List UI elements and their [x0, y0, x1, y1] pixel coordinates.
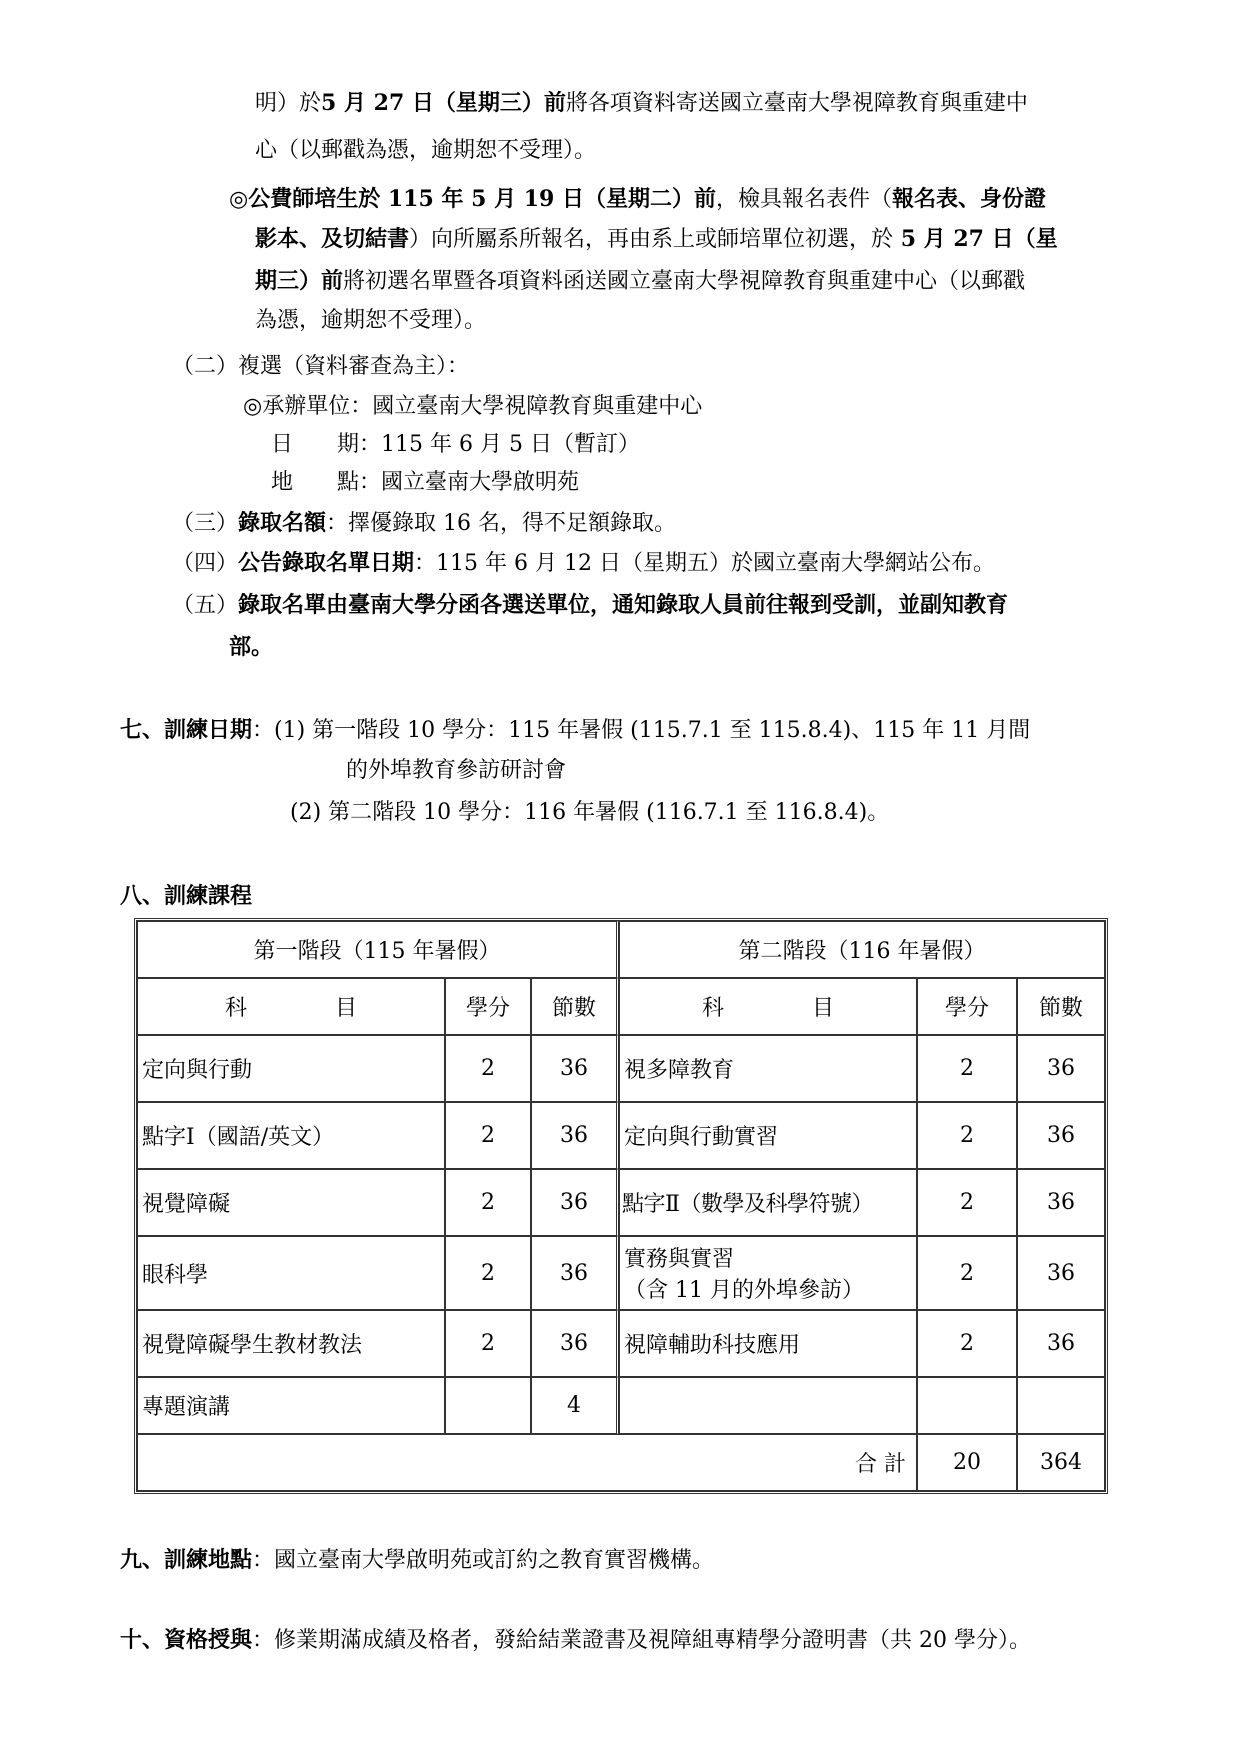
text: （四）	[172, 551, 239, 576]
text: ）向所屬系所報名，再由系上或師培單位初選，於	[409, 227, 894, 252]
emphasis-text: 報名表、身份證	[892, 186, 1047, 212]
credits-cell: 2	[445, 1310, 531, 1377]
text-line	[255, 266, 1025, 297]
text-line: 為憑，逾期恕不受理）。	[255, 308, 487, 333]
hours-cell: 36	[1017, 1102, 1105, 1169]
subject-cell	[619, 1236, 917, 1310]
hours-cell	[1017, 1377, 1105, 1434]
subject-cell: 眼科學	[137, 1236, 445, 1310]
stage-1-header: 第一階段（115 年暑假）	[137, 921, 619, 978]
text: （五）	[172, 593, 239, 618]
total-hours: 364	[1017, 1434, 1105, 1491]
text-line	[229, 184, 1046, 215]
text-line: ◎承辦單位：國立臺南大學視障教育與重建中心	[243, 394, 703, 419]
table-row	[137, 1169, 1105, 1236]
bullet-mark: ◎	[229, 187, 249, 212]
credits-cell: 2	[445, 1236, 531, 1310]
subject-header: 科 目	[619, 978, 917, 1035]
hours-cell: 36	[531, 1236, 619, 1310]
credits-cell: 2	[445, 1102, 531, 1169]
table-total-row	[137, 1434, 1105, 1491]
subject-cell: 視覺障礙學生教材教法	[137, 1310, 445, 1377]
hours-cell: 36	[531, 1169, 619, 1236]
table-row	[137, 1102, 1105, 1169]
hours-cell: 36	[531, 1102, 619, 1169]
text: ：擇優錄取 16 名，得不足額錄取。	[326, 511, 677, 536]
subject-cell: 視多障教育	[619, 1035, 917, 1102]
subject-cell: 定向與行動	[137, 1035, 445, 1102]
table-row	[137, 1310, 1105, 1377]
text-line: 日 期：115 年 6 月 5 日（暫訂）	[271, 432, 640, 457]
text-line: （二）複選（資料審查為主）：	[172, 354, 470, 379]
subject-cell: 點字Ⅱ（數學及科學符號）	[619, 1169, 917, 1236]
text: 將各項資料寄送國立臺南大學視障教育與重建中	[565, 91, 1028, 116]
hours-header: 節數	[1017, 978, 1105, 1035]
emphasis-text: 公費師培生於	[248, 186, 381, 212]
subject-cell: 專題演講	[137, 1377, 445, 1434]
text-line: 地 點：國立臺南大學啟明苑	[271, 470, 580, 495]
total-credits: 20	[917, 1434, 1017, 1491]
section-training-dates	[120, 716, 1030, 746]
text-line	[172, 548, 995, 579]
credits-cell: 2	[917, 1035, 1017, 1102]
text-line	[172, 590, 1008, 621]
section-qualification	[120, 1626, 1031, 1656]
stage-2-header: 第二階段（116 年暑假）	[619, 921, 1105, 978]
emphasis-text: 影本、及切結書	[255, 226, 410, 252]
section-training-location	[120, 1546, 714, 1576]
text: ：115 年 6 月 12 日（星期五）於國立臺南大學網站公布。	[414, 551, 995, 576]
emphasis-text: 115 年 5 月 19 日（星期二）前	[380, 186, 717, 212]
hours-cell: 4	[531, 1377, 619, 1434]
hours-header: 節數	[531, 978, 619, 1035]
text-line	[255, 88, 1028, 119]
text-line: 心（以郵戳為憑，逾期恕不受理）。	[255, 138, 597, 163]
text-line	[229, 632, 273, 663]
emphasis-text: 錄取名額	[238, 510, 327, 536]
text: 明）於	[255, 91, 322, 116]
section-title: 十、資格授與	[120, 1628, 253, 1653]
subject-cell: 視障輔助科技應用	[619, 1310, 917, 1377]
text: ：國立臺南大學啟明苑或訂約之教育實習機構。	[252, 1548, 715, 1573]
course-table	[134, 918, 1108, 1494]
total-label: 合 計	[137, 1434, 917, 1491]
credits-cell: 2	[445, 1169, 531, 1236]
credits-cell: 2	[917, 1169, 1017, 1236]
emphasis-text: 公告錄取名單日期	[238, 550, 415, 576]
subject-cell	[619, 1377, 917, 1434]
credits-cell: 2	[445, 1035, 531, 1102]
hours-cell: 36	[1017, 1236, 1105, 1310]
credits-cell	[445, 1377, 531, 1434]
credits-cell	[917, 1377, 1017, 1434]
text: （三）	[172, 511, 239, 536]
emphasis-text: 部。	[229, 634, 274, 660]
text: 將初選名單暨各項資料函送國立臺南大學視障教育與重建中心（以郵戳	[343, 269, 1026, 294]
text: ：(1) 第一階段 10 學分：115 年暑假 (115.7.1 至 115.8.4)、115 年 11 月間	[252, 718, 1031, 743]
hours-cell: 36	[531, 1310, 619, 1377]
emphasis-text: 錄取名單由臺南大學分函各選送單位，通知錄取人員前往報到受訓，並副知教育	[238, 592, 1009, 618]
subject-cell: 定向與行動實習	[619, 1102, 917, 1169]
subject-cell: 視覺障礙	[137, 1169, 445, 1236]
table-row	[137, 1377, 1105, 1434]
subject-note: （含 11 月的外埠參訪）	[624, 1278, 864, 1303]
subject-cell: 點字Ⅰ（國語/英文）	[137, 1102, 445, 1169]
text-line: (2) 第二階段 10 學分：116 年暑假 (116.7.1 至 116.8.4)。	[290, 800, 890, 825]
emphasis-text: 5 月 27 日（星	[893, 226, 1058, 252]
text-line	[172, 508, 676, 539]
table-header-row	[137, 978, 1105, 1035]
credits-cell: 2	[917, 1102, 1017, 1169]
hours-cell: 36	[1017, 1310, 1105, 1377]
table-header-row	[137, 921, 1105, 978]
credits-header: 學分	[445, 978, 531, 1035]
text: ，檢具報名表件（	[716, 187, 893, 212]
subject-line: 實務與實習	[624, 1247, 735, 1272]
subject-header: 科 目	[137, 978, 445, 1035]
text-line	[255, 224, 1058, 255]
section-title: 七、訓練日期	[120, 718, 253, 743]
credits-cell: 2	[917, 1236, 1017, 1310]
text-line: 的外埠教育參訪研討會	[346, 758, 567, 783]
hours-cell: 36	[1017, 1169, 1105, 1236]
section-title: 八、訓練課程	[120, 884, 253, 909]
emphasis-text: 5 月 27 日（星期三）前	[321, 90, 566, 116]
hours-cell: 36	[1017, 1035, 1105, 1102]
emphasis-text: 期三）前	[255, 268, 344, 294]
table-row	[137, 1035, 1105, 1102]
text: ：修業期滿成績及格者，發給結業證書及視障組專精學分證明書（共 20 學分）。	[252, 1628, 1031, 1653]
credits-cell: 2	[917, 1310, 1017, 1377]
section-title: 九、訓練地點	[120, 1548, 253, 1573]
hours-cell: 36	[531, 1035, 619, 1102]
credits-header: 學分	[917, 978, 1017, 1035]
table-row	[137, 1236, 1105, 1310]
